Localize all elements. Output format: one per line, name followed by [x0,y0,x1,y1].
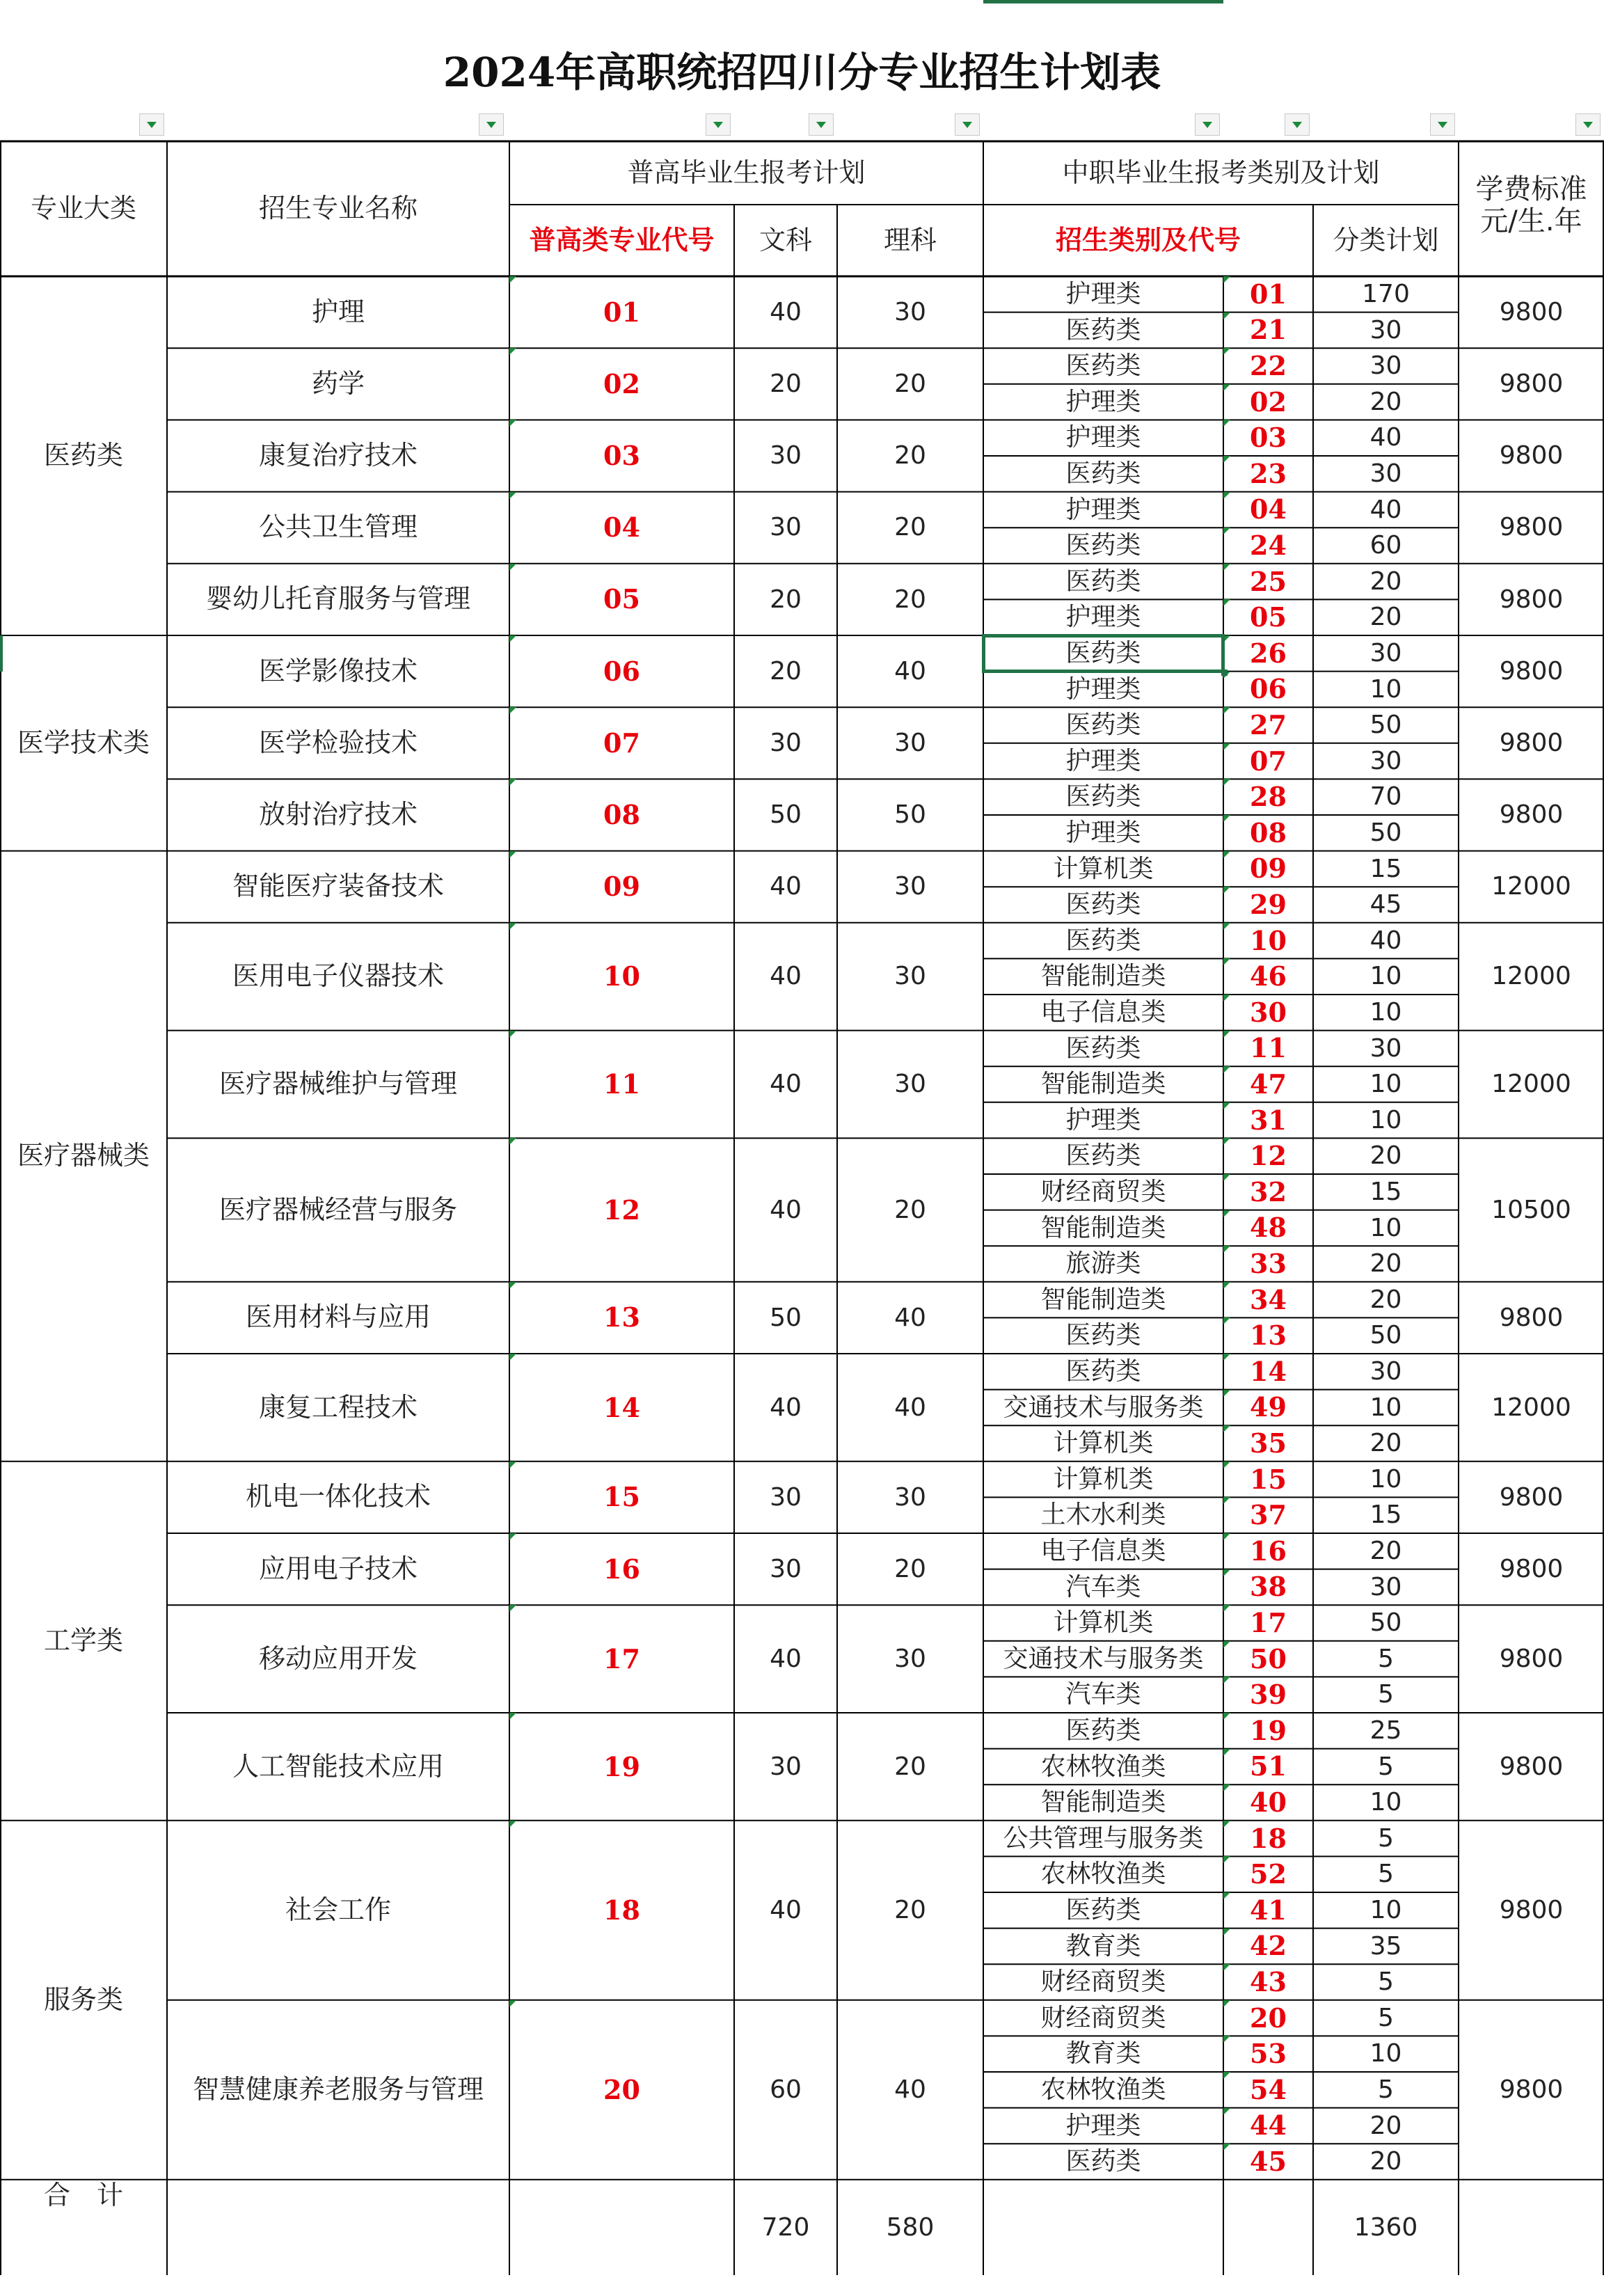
voc-code-cell[interactable]: 42 [1223,1929,1313,1965]
tuition-cell[interactable]: 12000 [1491,962,1571,991]
voc-plan-cell[interactable]: 30 [1369,639,1402,667]
voc-type-cell[interactable]: 智能制造类 [1040,1213,1166,1242]
voc-type-cell[interactable]: 医药类 [1065,459,1141,488]
major-name-cell[interactable]: 移动应用开发 [258,1642,418,1674]
voc-code-cell[interactable]: 21 [1223,312,1313,349]
voc-code-cell[interactable]: 25 [1223,564,1313,600]
tuition-cell[interactable]: 9800 [1499,728,1564,757]
voc-code-cell[interactable]: 40 [1223,1784,1313,1821]
voc-plan-cell[interactable]: 35 [1369,1931,1402,1961]
voc-plan-cell[interactable]: 20 [1369,567,1402,596]
major-code-cell[interactable]: 09 [509,851,734,923]
voc-type-cell[interactable]: 智能制造类 [1040,1285,1166,1314]
major-name-cell[interactable]: 智能医疗装备技术 [232,871,444,902]
voc-code-cell[interactable]: 04 [1223,492,1313,528]
voc-code-cell[interactable]: 34 [1223,1282,1313,1318]
filter-dropdown-button[interactable] [1430,113,1455,136]
filter-dropdown-button[interactable] [1195,113,1220,136]
filter-dropdown-button[interactable] [706,113,731,136]
voc-code-cell[interactable]: 50 [1223,1641,1313,1677]
tuition-cell[interactable]: 9800 [1499,1554,1564,1583]
voc-type-cell[interactable]: 计算机类 [1053,1464,1154,1494]
arts-plan-cell[interactable]: 40 [770,1393,802,1422]
voc-plan-cell[interactable]: 50 [1369,1608,1402,1638]
voc-code-cell[interactable]: 46 [1223,958,1313,995]
tuition-cell[interactable]: 10500 [1491,1195,1571,1224]
voc-plan-cell[interactable]: 5 [1378,1823,1394,1853]
voc-code-cell[interactable]: 16 [1223,1533,1313,1569]
voc-type-cell[interactable]: 护理类 [1065,818,1141,847]
voc-plan-cell[interactable]: 5 [1378,1644,1394,1673]
voc-type-cell[interactable]: 计算机类 [1053,1608,1154,1638]
major-name-cell[interactable]: 应用电子技术 [258,1553,418,1584]
voc-plan-cell[interactable]: 5 [1378,1968,1394,1997]
major-name-cell[interactable]: 医疗器械维护与管理 [219,1068,457,1100]
voc-plan-cell[interactable]: 5 [1378,1860,1394,1889]
voc-plan-cell[interactable]: 30 [1369,1357,1402,1386]
voc-plan-cell[interactable]: 50 [1369,1321,1402,1350]
voc-type-cell[interactable]: 护理类 [1065,674,1141,704]
header-category: 专业大类 [30,193,136,224]
voc-plan-cell[interactable]: 5 [1378,2003,1394,2032]
voc-type-cell[interactable]: 护理类 [1065,1105,1141,1134]
science-plan-cell[interactable]: 30 [894,962,926,991]
major-code-cell[interactable]: 10 [509,923,734,1031]
voc-plan-cell[interactable]: 15 [1369,1501,1402,1530]
tuition-cell[interactable]: 12000 [1491,872,1571,901]
page-title: 2024年高职统招四川分专业招生计划表 [443,49,1161,97]
major-name-cell[interactable]: 护理 [311,296,365,327]
voc-type-cell[interactable]: 交通技术与服务类 [1003,1644,1204,1673]
arts-plan-cell[interactable]: 40 [770,962,802,991]
voc-code-cell[interactable]: 39 [1223,1677,1313,1713]
major-name-cell[interactable]: 智慧健康养老服务与管理 [192,2073,484,2105]
arts-plan-cell[interactable]: 20 [770,585,802,614]
voc-type-cell[interactable]: 医药类 [1065,782,1141,811]
arts-plan-cell[interactable]: 40 [770,872,802,901]
voc-plan-cell[interactable]: 20 [1369,1285,1402,1314]
major-code-cell[interactable]: 01 [509,276,734,348]
voc-code-cell[interactable]: 47 [1223,1066,1313,1102]
arts-plan-cell[interactable]: 40 [770,1896,802,1924]
voc-plan-cell[interactable]: 5 [1378,2075,1394,2104]
voc-code-cell[interactable]: 09 [1223,851,1313,887]
voc-plan-cell[interactable]: 30 [1369,315,1402,345]
science-plan-cell[interactable]: 50 [894,800,926,830]
voc-code-cell[interactable]: 41 [1223,1892,1313,1929]
voc-type-cell[interactable]: 医药类 [1065,711,1141,740]
voc-type-cell[interactable]: 教育类 [1065,2039,1141,2068]
voc-code-cell[interactable]: 43 [1223,1964,1313,2000]
major-code-cell[interactable]: 18 [509,1821,734,2000]
major-code-cell[interactable]: 05 [509,564,734,635]
science-plan-cell[interactable]: 30 [894,1070,926,1099]
total-label: 合 计 [43,2179,123,2210]
arts-plan-cell[interactable]: 50 [770,800,802,830]
arts-plan-cell[interactable]: 40 [770,1195,802,1224]
major-code-cell[interactable]: 15 [509,1462,734,1533]
major-name-cell[interactable]: 公共卫生管理 [258,512,418,543]
voc-code-cell[interactable]: 48 [1223,1210,1313,1246]
arts-plan-cell[interactable]: 20 [770,369,802,398]
voc-code-cell[interactable]: 53 [1223,2036,1313,2072]
voc-type-cell[interactable]: 电子信息类 [1040,1537,1166,1565]
major-code-cell[interactable]: 17 [509,1605,734,1713]
voc-plan-cell[interactable]: 170 [1362,280,1410,308]
voc-code-cell[interactable]: 10 [1223,923,1313,959]
voc-type-cell[interactable]: 医药类 [1065,1896,1141,1924]
voc-type-cell[interactable]: 农林牧渔类 [1040,1860,1166,1889]
voc-plan-cell[interactable]: 10 [1369,1393,1402,1422]
science-plan-cell[interactable]: 40 [894,1393,926,1422]
science-plan-cell[interactable]: 20 [894,513,926,542]
major-code-cell[interactable]: 12 [509,1138,734,1281]
voc-type-cell[interactable]: 护理类 [1065,387,1141,416]
voc-code-cell[interactable]: 51 [1223,1749,1313,1785]
header-arts: 文科 [759,224,812,255]
tuition-cell[interactable]: 9800 [1499,1752,1564,1781]
voc-type-cell[interactable]: 医药类 [1065,315,1141,345]
voc-code-cell[interactable]: 33 [1223,1246,1313,1282]
tuition-cell[interactable]: 9800 [1499,800,1564,830]
voc-code-cell[interactable]: 05 [1223,599,1313,635]
tuition-cell[interactable]: 9800 [1499,1644,1564,1673]
major-name-cell[interactable]: 医用材料与应用 [245,1301,431,1333]
voc-type-cell[interactable]: 护理类 [1065,423,1141,452]
tuition-cell[interactable]: 9800 [1499,441,1564,470]
voc-code-cell[interactable]: 24 [1223,528,1313,564]
arts-plan-cell[interactable]: 30 [770,1752,802,1781]
voc-plan-cell[interactable]: 30 [1369,459,1402,488]
voc-plan-cell[interactable]: 10 [1369,1464,1402,1494]
major-code-cell[interactable]: 13 [509,1282,734,1354]
voc-plan-cell[interactable]: 10 [1369,962,1402,991]
voc-plan-cell[interactable]: 20 [1369,2111,1402,2140]
voc-plan-cell[interactable]: 40 [1369,926,1402,955]
science-plan-cell[interactable]: 20 [894,369,926,398]
voc-code-cell[interactable]: 30 [1223,995,1313,1031]
voc-plan-cell[interactable]: 10 [1369,1070,1402,1099]
science-plan-cell[interactable]: 20 [894,1195,926,1224]
voc-plan-cell[interactable]: 20 [1369,603,1402,632]
tuition-cell[interactable]: 9800 [1499,1482,1564,1512]
voc-code-cell[interactable]: 35 [1223,1425,1313,1462]
voc-code-cell[interactable]: 06 [1223,672,1313,708]
voc-plan-cell[interactable]: 20 [1369,387,1402,416]
voc-code-cell[interactable]: 08 [1223,815,1313,851]
major-name-cell[interactable]: 机电一体化技术 [245,1481,431,1512]
voc-type-cell[interactable]: 智能制造类 [1040,1788,1166,1817]
voc-plan-cell[interactable]: 20 [1369,2147,1402,2176]
tuition-cell[interactable]: 9800 [1499,656,1564,686]
voc-code-cell[interactable]: 44 [1223,2108,1313,2144]
major-name-cell[interactable]: 康复治疗技术 [258,440,418,471]
voc-code-cell[interactable]: 18 [1223,1821,1313,1857]
voc-code-cell[interactable]: 15 [1223,1462,1313,1498]
voc-type-cell[interactable]: 护理类 [1065,495,1141,524]
major-code-cell[interactable]: 20 [509,2000,734,2180]
science-plan-cell[interactable]: 30 [894,728,926,757]
voc-type-cell[interactable]: 计算机类 [1053,854,1154,883]
voc-type-cell[interactable]: 医药类 [1065,1321,1141,1350]
voc-type-cell[interactable]: 智能制造类 [1040,1070,1166,1099]
voc-type-cell[interactable]: 医药类 [1065,567,1141,596]
category-cell[interactable]: 医学技术类 [17,727,150,758]
major-code-cell[interactable]: 04 [509,492,734,564]
arts-plan-cell[interactable]: 30 [770,441,802,470]
header-voc-type-code: 招生类别及代号 [1055,224,1241,255]
major-name-cell[interactable]: 医学影像技术 [258,655,418,686]
voc-plan-cell[interactable]: 10 [1369,674,1402,704]
voc-type-cell[interactable]: 医药类 [1065,351,1141,381]
tuition-cell[interactable]: 9800 [1499,2075,1564,2104]
voc-code-cell[interactable]: 01 [1223,276,1313,312]
voc-type-cell[interactable]: 旅游类 [1065,1249,1141,1278]
major-name-cell[interactable]: 医学检验技术 [258,727,418,758]
arts-plan-cell[interactable]: 30 [770,1482,802,1512]
science-plan-cell[interactable]: 40 [894,1303,926,1332]
filter-dropdown-button[interactable] [955,113,980,136]
voc-code-cell[interactable]: 17 [1223,1605,1313,1641]
science-plan-cell[interactable]: 30 [894,1644,926,1673]
voc-type-cell[interactable]: 公共管理与服务类 [1003,1823,1204,1853]
filter-dropdown-button[interactable] [1575,113,1601,136]
major-name-cell[interactable]: 康复工程技术 [258,1391,418,1423]
category-cell[interactable]: 医药类 [43,440,123,471]
voc-code-cell[interactable]: 52 [1223,1856,1313,1892]
voc-code-cell[interactable]: 12 [1223,1138,1313,1174]
voc-code-cell[interactable]: 20 [1223,2000,1313,2036]
voc-plan-cell[interactable]: 60 [1369,531,1402,560]
header-voc-plan: 分类计划 [1333,224,1439,255]
voc-plan-cell[interactable]: 15 [1369,854,1402,883]
voc-type-cell[interactable]: 护理类 [1065,746,1141,775]
voc-type-cell[interactable]: 医药类 [1065,926,1141,955]
science-plan-cell[interactable]: 30 [894,872,926,901]
voc-plan-cell[interactable]: 20 [1369,1141,1402,1171]
voc-type-cell[interactable]: 农林牧渔类 [1040,2075,1166,2104]
voc-type-cell[interactable]: 财经商贸类 [1040,1178,1166,1206]
voc-plan-cell[interactable]: 20 [1369,1537,1402,1565]
voc-type-cell[interactable]: 医药类 [1065,1141,1141,1171]
science-plan-cell[interactable]: 30 [894,1482,926,1512]
arts-plan-cell[interactable]: 40 [770,1070,802,1099]
voc-code-cell[interactable]: 38 [1223,1569,1313,1606]
voc-plan-cell[interactable]: 30 [1369,746,1402,775]
voc-plan-cell[interactable]: 5 [1378,1752,1394,1781]
tuition-cell[interactable]: 12000 [1491,1070,1571,1099]
major-code-cell[interactable]: 16 [509,1533,734,1605]
category-cell[interactable]: 医疗器械类 [17,1140,150,1171]
voc-code-cell[interactable]: 07 [1223,743,1313,779]
voc-plan-cell[interactable]: 25 [1369,1716,1402,1745]
voc-type-cell[interactable]: 医药类 [1065,639,1141,667]
voc-type-cell[interactable]: 医药类 [1065,1716,1141,1745]
header-major-name: 招生专业名称 [258,193,418,224]
arts-plan-cell[interactable]: 20 [770,656,802,686]
voc-plan-cell[interactable]: 40 [1369,423,1402,452]
tuition-cell[interactable]: 9800 [1499,585,1564,614]
arts-plan-cell[interactable]: 30 [770,1554,802,1583]
voc-plan-cell[interactable]: 10 [1369,1213,1402,1242]
total-arts: 720 [761,2212,810,2242]
voc-code-cell[interactable]: 49 [1223,1390,1313,1426]
voc-code-cell[interactable]: 02 [1223,384,1313,420]
voc-type-cell[interactable]: 护理类 [1065,2111,1141,2140]
major-name-cell[interactable]: 社会工作 [285,1894,391,1925]
voc-code-cell[interactable]: 29 [1223,887,1313,923]
voc-type-cell[interactable]: 汽车类 [1065,1680,1141,1709]
header-general-code: 普高类专业代号 [529,224,715,255]
voc-plan-cell[interactable]: 20 [1369,1429,1402,1458]
arts-plan-cell[interactable]: 30 [770,513,802,542]
voc-type-cell[interactable]: 教育类 [1065,1931,1141,1961]
tuition-cell[interactable]: 9800 [1499,1303,1564,1332]
voc-code-cell[interactable]: 23 [1223,456,1313,492]
filter-dropdown-button[interactable] [139,113,164,136]
voc-plan-cell[interactable]: 5 [1378,1680,1394,1709]
voc-type-cell[interactable]: 电子信息类 [1040,998,1166,1027]
voc-type-cell[interactable]: 医药类 [1065,890,1141,919]
arts-plan-cell[interactable]: 40 [770,1644,802,1673]
voc-plan-cell[interactable]: 50 [1369,818,1402,847]
science-plan-cell[interactable]: 20 [894,585,926,614]
voc-code-cell[interactable]: 14 [1223,1354,1313,1390]
tuition-cell[interactable]: 9800 [1499,513,1564,542]
major-name-cell[interactable]: 婴幼儿托育服务与管理 [205,583,470,615]
science-plan-cell[interactable]: 20 [894,1752,926,1781]
voc-plan-cell[interactable]: 40 [1369,495,1402,524]
major-code-cell[interactable]: 14 [509,1354,734,1462]
voc-code-cell[interactable]: 54 [1223,2072,1313,2108]
major-code-cell[interactable]: 11 [509,1031,734,1139]
column-selection-marker [983,0,1223,3]
voc-type-cell[interactable]: 计算机类 [1053,1429,1154,1458]
voc-plan-cell[interactable]: 10 [1369,1105,1402,1134]
header-tuition-label: 学费标准元/生.年 [1475,173,1587,237]
voc-code-cell[interactable]: 37 [1223,1497,1313,1533]
voc-plan-cell[interactable]: 50 [1369,711,1402,740]
science-plan-cell[interactable]: 20 [894,1896,926,1924]
voc-type-cell[interactable]: 护理类 [1065,280,1141,308]
voc-plan-cell[interactable]: 30 [1369,351,1402,381]
voc-plan-cell[interactable]: 45 [1369,890,1402,919]
voc-code-cell[interactable]: 13 [1223,1317,1313,1354]
voc-code-cell[interactable]: 03 [1223,420,1313,456]
major-code-cell[interactable]: 03 [509,420,734,491]
major-name-cell[interactable]: 放射治疗技术 [258,799,418,830]
major-code-cell[interactable]: 08 [509,779,734,850]
voc-type-cell[interactable]: 医药类 [1065,1034,1141,1063]
header-general-plan: 普高毕业生报考计划 [627,157,866,188]
voc-code-cell[interactable]: 27 [1223,707,1313,743]
total-plan: 1360 [1353,2212,1418,2242]
major-name-cell[interactable]: 医用电子仪器技术 [232,960,444,992]
science-plan-cell[interactable]: 40 [894,2075,926,2104]
major-code-cell[interactable]: 02 [509,348,734,420]
filter-dropdown-button[interactable] [1285,113,1310,136]
science-plan-cell[interactable]: 40 [894,656,926,686]
arts-plan-cell[interactable]: 60 [770,2075,802,2104]
voc-type-cell[interactable]: 护理类 [1065,603,1141,632]
row-selection-marker [0,635,3,672]
voc-plan-cell[interactable]: 30 [1369,1034,1402,1063]
major-name-cell[interactable]: 药学 [311,367,365,399]
voc-code-cell[interactable]: 11 [1223,1031,1313,1067]
science-plan-cell[interactable]: 20 [894,441,926,470]
filter-dropdown-button[interactable] [479,113,504,136]
voc-plan-cell[interactable]: 70 [1369,782,1402,811]
header-science: 理科 [883,224,937,255]
voc-type-cell[interactable]: 医药类 [1065,531,1141,560]
voc-type-cell[interactable]: 财经商贸类 [1040,1968,1166,1997]
filter-dropdown-button[interactable] [809,113,834,136]
voc-type-cell[interactable]: 医药类 [1065,1357,1141,1386]
voc-type-cell[interactable]: 智能制造类 [1040,962,1166,991]
arts-plan-cell[interactable]: 30 [770,728,802,757]
voc-code-cell[interactable]: 31 [1223,1102,1313,1139]
voc-code-cell[interactable]: 28 [1223,779,1313,815]
voc-plan-cell[interactable]: 30 [1369,1572,1402,1601]
voc-plan-cell[interactable]: 10 [1369,998,1402,1027]
voc-type-cell[interactable]: 土木水利类 [1040,1501,1166,1530]
science-plan-cell[interactable]: 30 [894,297,926,326]
major-code-cell[interactable]: 19 [509,1713,734,1821]
voc-type-cell[interactable]: 财经商贸类 [1040,2003,1166,2032]
voc-code-cell[interactable]: 26 [1223,635,1313,672]
header-tuition [1459,141,1604,276]
major-name-cell[interactable]: 医疗器械经营与服务 [219,1194,457,1225]
header-vocational-plan: 中职毕业生报考类别及计划 [1062,157,1380,188]
voc-plan-cell[interactable]: 20 [1369,1249,1402,1278]
voc-type-cell[interactable]: 汽车类 [1065,1572,1141,1601]
voc-code-cell[interactable]: 19 [1223,1713,1313,1749]
major-code-cell[interactable]: 07 [509,707,734,779]
voc-plan-cell[interactable]: 10 [1369,1788,1402,1817]
total-science: 580 [886,2212,935,2242]
voc-code-cell[interactable]: 45 [1223,2144,1313,2180]
major-name-cell[interactable]: 人工智能技术应用 [232,1750,444,1782]
tuition-cell[interactable]: 9800 [1499,297,1564,326]
voc-type-cell[interactable]: 农林牧渔类 [1040,1752,1166,1781]
category-cell[interactable]: 工学类 [43,1624,123,1656]
major-code-cell[interactable]: 06 [509,635,734,707]
tuition-cell[interactable]: 12000 [1491,1393,1571,1422]
voc-code-cell[interactable]: 22 [1223,348,1313,384]
voc-plan-cell[interactable]: 10 [1369,1896,1402,1924]
science-plan-cell[interactable]: 20 [894,1554,926,1583]
tuition-cell[interactable]: 9800 [1499,1896,1564,1924]
arts-plan-cell[interactable]: 50 [770,1303,802,1332]
category-cell[interactable]: 服务类 [43,1984,123,2015]
voc-type-cell[interactable]: 交通技术与服务类 [1003,1393,1204,1422]
voc-plan-cell[interactable]: 15 [1369,1178,1402,1206]
tuition-cell[interactable]: 9800 [1499,369,1564,398]
voc-code-cell[interactable]: 32 [1223,1174,1313,1210]
arts-plan-cell[interactable]: 40 [770,297,802,326]
voc-plan-cell[interactable]: 10 [1369,2039,1402,2068]
voc-type-cell[interactable]: 医药类 [1065,2147,1141,2176]
